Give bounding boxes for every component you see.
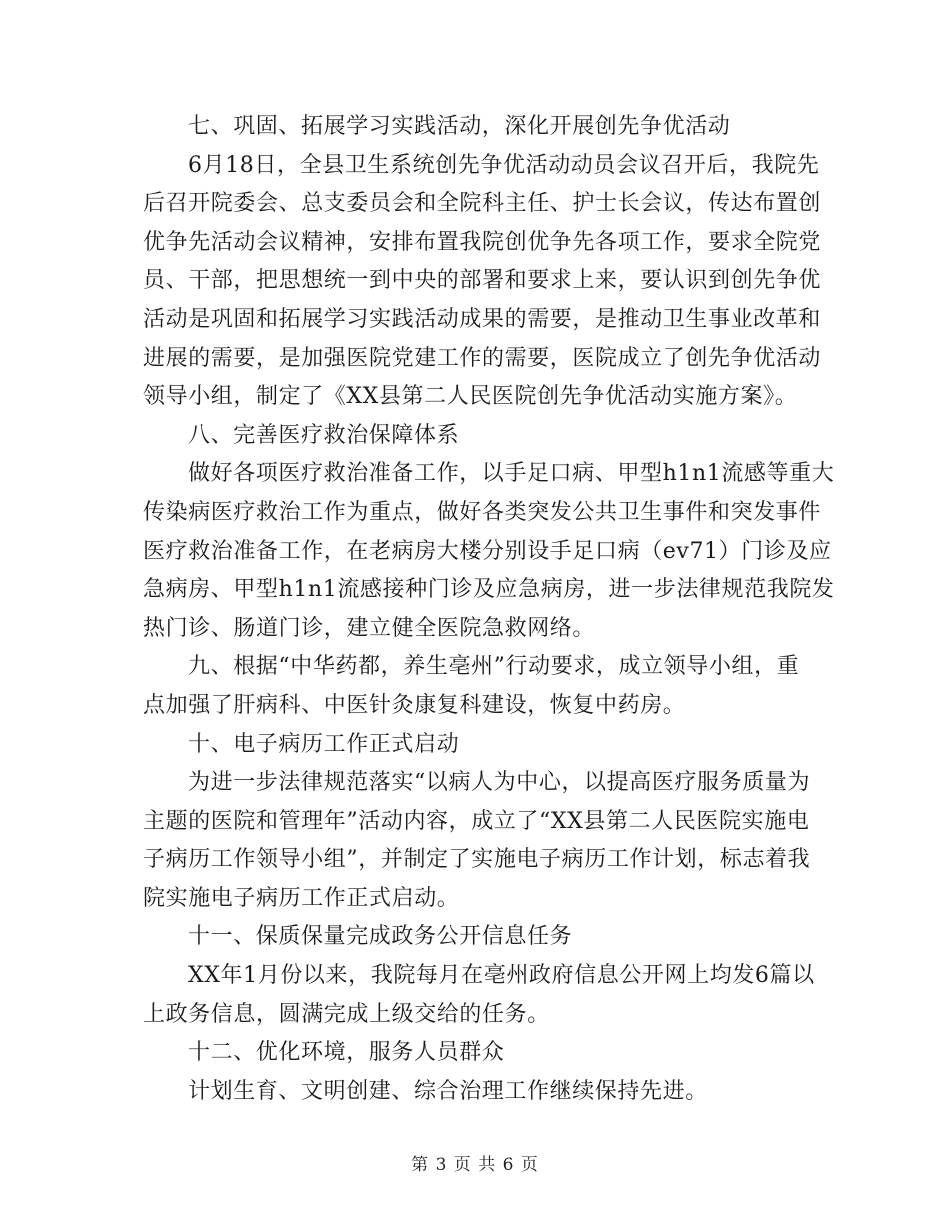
paragraph-line: XX年1月份以来，我院每月在亳州政府信息公开网上均发6篇以 bbox=[188, 963, 815, 989]
paragraph-line: 为进一步法律规范落实“以病人为中心，以提高医疗服务质量为 bbox=[188, 770, 811, 796]
paragraph-line: 6月18日，全县卫生系统创先争优活动动员会议召开后，我院先 bbox=[188, 152, 820, 178]
paragraph-line: 传染病医疗救治工作为重点，做好各类突发公共卫生事件和突发事件 bbox=[143, 499, 822, 525]
heading-section-8: 八、完善医疗救治保障体系 bbox=[188, 422, 460, 448]
paragraph-line: 上政务信息，圆满完成上级交给的任务。 bbox=[143, 1001, 550, 1027]
paragraph-line: 热门诊、肠道门诊，建立健全医院急救网络。 bbox=[143, 615, 596, 641]
heading-section-11: 十一、保质保量完成政务公开信息任务 bbox=[188, 924, 573, 950]
paragraph-line: 急病房、甲型h1n1流感接种门诊及应急病房，进一步法律规范我院发 bbox=[143, 577, 835, 603]
heading-section-7: 七、巩固、拓展学习实践活动，深化开展创先争优活动 bbox=[188, 114, 731, 139]
paragraph-line: 优争先活动会议精神，安排布置我院创优争先各项工作，要求全院党 bbox=[143, 229, 822, 255]
heading-section-10: 十、电子病历工作正式启动 bbox=[188, 731, 460, 757]
heading-section-9: 九、根据“中华药都，养生亳州”行动要求，成立领导小组，重 bbox=[188, 654, 800, 680]
document-body bbox=[143, 108, 835, 1111]
paragraph-line: 院实施电子病历工作正式启动。 bbox=[143, 885, 460, 911]
paragraph-line: 后召开院委会、总支委员会和全院科主任、护士长会议，传达布置创 bbox=[143, 191, 822, 217]
heading-section-12: 十二、优化环境，服务人员群众 bbox=[188, 1040, 505, 1066]
paragraph-line: 员、干部，把思想统一到中央的部署和要求上来，要认识到创先争优 bbox=[143, 268, 822, 294]
paragraph-line: 活动是巩固和拓展学习实践活动成果的需要，是推动卫生事业改革和 bbox=[143, 306, 822, 332]
paragraph-line: 进展的需要，是加强医院党建工作的需要，医院成立了创先争优活动 bbox=[143, 345, 822, 371]
paragraph-line: 计划生育、文明创建、综合治理工作继续保持先进。 bbox=[188, 1078, 708, 1104]
paragraph-line: 主题的医院和管理年”活动内容，成立了“XX县第二人民医院实施电 bbox=[143, 808, 810, 834]
paragraph-line: 做好各项医疗救治准备工作，以手足口病、甲型h1n1流感等重大 bbox=[188, 461, 835, 487]
paragraph-line: 领导小组，制定了《XX县第二人民医院创先争优活动实施方案》。 bbox=[143, 384, 798, 410]
page-number-footer: 第 3 页 共 6 页 bbox=[411, 1155, 539, 1175]
paragraph-line: 点加强了肝病科、中医针灸康复科建设，恢复中药房。 bbox=[143, 692, 686, 718]
paragraph-line: 医疗救治准备工作，在老病房大楼分别设手足口病（ev71）门诊及应 bbox=[143, 538, 832, 564]
paragraph-line: 子病历工作领导小组”，并制定了实施电子病历工作计划，标志着我 bbox=[143, 847, 811, 873]
